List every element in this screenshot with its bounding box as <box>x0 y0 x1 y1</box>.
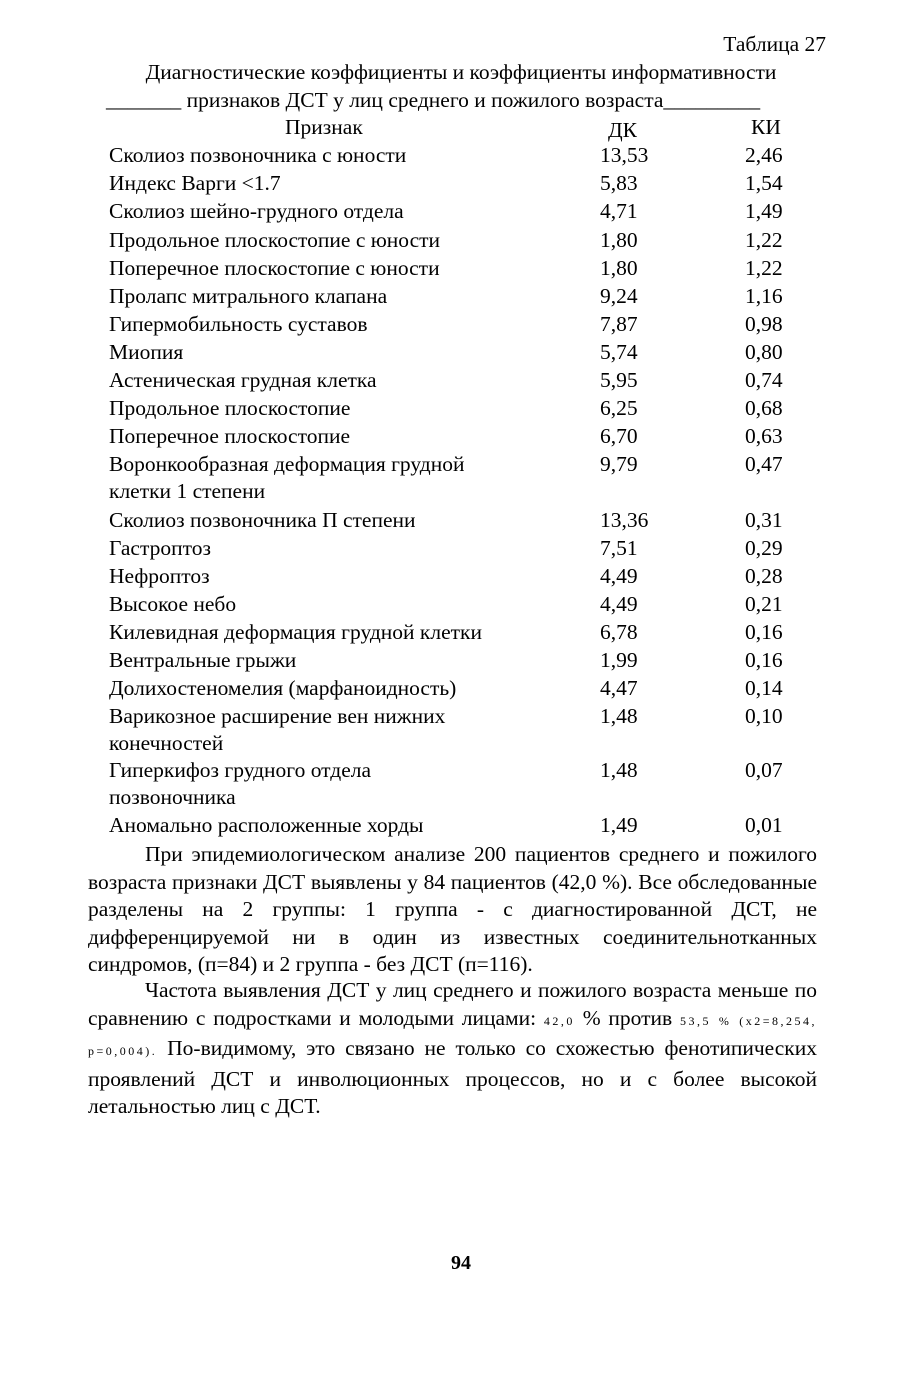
row-name <box>109 396 350 421</box>
paragraph-2-text <box>88 977 817 1121</box>
row-dk: 5,83 <box>600 171 638 195</box>
table-subtitle: _______ признаков ДСТ у лиц среднего и пожилого возраста_________ <box>106 88 761 112</box>
row-dk: 9,24 <box>600 284 638 308</box>
table-label: Таблица 27 <box>723 32 826 56</box>
row-name-line: Миопия <box>109 340 184 364</box>
row-dk: 7,51 <box>600 536 638 560</box>
row-dk: 6,25 <box>600 396 638 420</box>
row-name <box>109 648 296 673</box>
row-name <box>109 564 210 589</box>
row-ki: 0,63 <box>745 424 783 448</box>
row-ki: 0,21 <box>745 592 783 616</box>
row-name-line: Продольное плоскостопие с юности <box>109 228 441 252</box>
row-name-line: Долихостеномелия (марфаноидность) <box>109 676 457 700</box>
row-dk: 1,99 <box>600 648 638 672</box>
row-dk: 1,80 <box>600 256 638 280</box>
row-name-line: Гиперкифоз грудного отдела <box>109 758 372 782</box>
row-name-line: Сколиоз позвоночника П степени <box>109 508 416 532</box>
row-dk: 5,74 <box>600 340 638 364</box>
row-name-line: Сколиоз позвоночника с юности <box>109 143 407 167</box>
row-dk: 6,78 <box>600 620 638 644</box>
row-ki: 0,14 <box>745 676 783 700</box>
row-name-line: Гипермобильность суставов <box>109 312 368 336</box>
row-dk: 5,95 <box>600 368 638 392</box>
row-name <box>109 452 465 504</box>
percent-sign: % <box>582 1005 601 1030</box>
stat-value-1: 42,0 <box>543 1013 575 1028</box>
row-dk: 13,36 <box>600 508 649 532</box>
row-name-line: Килевидная деформация грудной клетки <box>109 620 482 644</box>
row-dk: 4,49 <box>600 592 638 616</box>
row-name <box>109 508 416 533</box>
row-dk: 13,53 <box>600 143 649 167</box>
row-name-line: Высокое небо <box>109 592 237 616</box>
row-dk: 4,47 <box>600 676 638 700</box>
row-name <box>109 424 350 449</box>
row-dk: 1,80 <box>600 228 638 252</box>
row-dk: 9,79 <box>600 452 638 476</box>
row-name <box>109 536 211 561</box>
row-ki: 0,98 <box>745 312 783 336</box>
row-dk: 4,71 <box>600 199 638 223</box>
row-ki: 0,80 <box>745 340 783 364</box>
row-name-line: Поперечное плоскостопие <box>109 424 350 448</box>
row-name <box>109 284 387 309</box>
table-title: Диагностические коэффициенты и коэффициенты информативности <box>145 60 777 84</box>
header-name: Признак <box>285 115 363 139</box>
row-ki: 0,31 <box>745 508 783 532</box>
stat-value-2: 53,5 % (х2=8,254, р=0,004). <box>88 1013 818 1058</box>
row-dk: 1,48 <box>600 704 638 728</box>
row-name <box>109 143 406 168</box>
row-ki: 2,46 <box>745 143 783 167</box>
header-dk: ДК <box>608 118 638 142</box>
row-name-line: Продольное плоскостопие <box>109 396 351 420</box>
row-name <box>109 592 236 617</box>
row-name-line: Гастроптоз <box>109 536 211 560</box>
row-ki: 0,28 <box>745 564 783 588</box>
row-name-line: Нефроптоз <box>109 564 210 588</box>
row-ki: 0,10 <box>745 704 783 728</box>
row-name <box>109 758 371 810</box>
header-ki: КИ <box>751 115 781 139</box>
paragraph-2-part2: По-видимому, это связано не только со схожестью фенотипических проявлений ДСТ и инволюционных процессов, но и с более высокой летальностью лиц с ДСТ. <box>88 1036 817 1118</box>
row-dk: 1,49 <box>600 813 638 837</box>
row-name-line: Поперечное плоскостопие с юности <box>109 256 440 280</box>
row-ki: 1,54 <box>745 171 783 195</box>
row-ki: 0,16 <box>745 620 783 644</box>
row-name-line: Вентральные грыжи <box>109 648 297 672</box>
row-name-line: Сколиоз шейно-грудного отдела <box>109 199 404 223</box>
row-name <box>109 813 424 838</box>
row-name <box>109 256 440 281</box>
row-dk: 1,48 <box>600 758 638 782</box>
row-ki: 0,29 <box>745 536 783 560</box>
row-name <box>109 228 440 253</box>
row-ki: 0,01 <box>745 813 783 837</box>
paragraph-2 <box>88 977 817 1121</box>
paragraph-2-part1: Частота выявления ДСТ у лиц среднего и пожилого возраста меньше по сравнению с подростками и молодыми лицами: <box>88 978 817 1030</box>
row-ki: 0,68 <box>745 396 783 420</box>
paragraph-1 <box>88 841 817 979</box>
row-name <box>109 368 377 393</box>
row-name-line: позвоночника <box>109 785 236 809</box>
row-dk: 6,70 <box>600 424 638 448</box>
row-name <box>109 199 404 224</box>
row-name-line: Воронкообразная деформация грудной <box>109 452 465 476</box>
row-dk: 4,49 <box>600 564 638 588</box>
row-name-line: клетки 1 степени <box>109 479 266 503</box>
row-ki: 1,16 <box>745 284 783 308</box>
row-name <box>109 171 281 196</box>
row-ki: 0,07 <box>745 758 783 782</box>
row-name <box>109 676 456 701</box>
row-name-line: Варикозное расширение вен нижних <box>109 704 446 728</box>
row-ki: 1,22 <box>745 228 783 252</box>
row-ki: 0,16 <box>745 648 783 672</box>
row-name <box>109 620 482 645</box>
row-name-line: Астеническая грудная клетка <box>109 368 377 392</box>
row-name-line: конечностей <box>109 731 224 755</box>
row-name <box>109 704 445 756</box>
row-name <box>109 340 183 365</box>
row-name-line: Аномально расположенные хорды <box>109 813 424 837</box>
row-name <box>109 312 368 337</box>
row-dk: 7,87 <box>600 312 638 336</box>
row-ki: 0,47 <box>745 452 783 476</box>
paragraph-1-text: При эпидемиологическом анализе 200 пациентов среднего и пожилого возраста признаки ДСТ выявлены у 84 пациентов (42,0 %). Все обследованные разделены на 2 группы: 1 группа - с диагностированной ДСТ, не дифференцируемой ни в один из известных соединительнотканных синдромов, (п=84) и 2 группа - без ДСТ (п=116). <box>88 842 817 976</box>
row-name-line: Пролапс митрального клапана <box>109 284 388 308</box>
row-ki: 1,22 <box>745 256 783 280</box>
row-name-line: Индекс Варги <1.7 <box>109 171 281 195</box>
row-ki: 1,49 <box>745 199 783 223</box>
against-word: против <box>608 1005 673 1030</box>
page-number: 94 <box>451 1252 471 1274</box>
row-ki: 0,74 <box>745 368 783 392</box>
